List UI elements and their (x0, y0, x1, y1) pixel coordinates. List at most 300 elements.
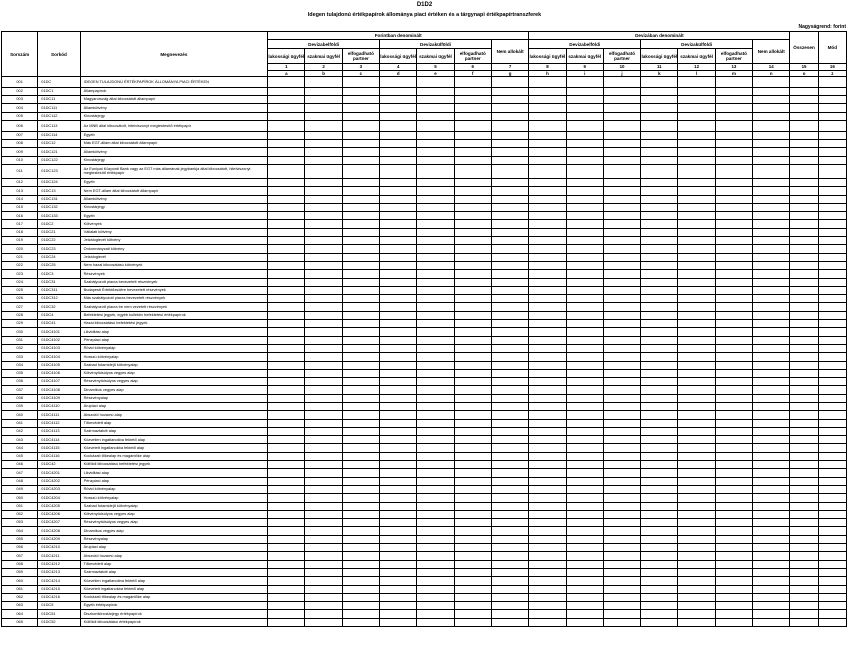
value-cell[interactable] (715, 560, 752, 568)
value-cell[interactable] (491, 502, 528, 510)
value-cell[interactable] (603, 303, 640, 311)
value-cell[interactable] (529, 411, 566, 419)
value-cell[interactable] (529, 510, 566, 518)
value-cell[interactable] (641, 203, 678, 211)
value-cell[interactable] (268, 411, 305, 419)
value-cell[interactable] (454, 278, 491, 286)
value-cell[interactable] (417, 120, 454, 131)
value-cell[interactable] (417, 344, 454, 352)
value-cell[interactable] (268, 303, 305, 311)
value-cell[interactable] (678, 261, 715, 269)
value-cell[interactable] (529, 436, 566, 444)
value-cell[interactable] (566, 378, 603, 386)
value-cell[interactable] (790, 585, 818, 593)
value-cell[interactable] (380, 378, 417, 386)
value-cell[interactable] (753, 585, 790, 593)
value-cell[interactable] (417, 452, 454, 460)
value-cell[interactable] (342, 419, 379, 427)
value-cell[interactable] (566, 178, 603, 186)
value-cell[interactable] (566, 320, 603, 328)
value-cell[interactable] (790, 164, 818, 178)
value-cell[interactable] (678, 585, 715, 593)
value-cell[interactable] (268, 577, 305, 585)
value-cell[interactable] (305, 96, 342, 104)
value-cell[interactable] (603, 120, 640, 131)
value-cell[interactable] (491, 148, 528, 156)
value-cell[interactable] (641, 602, 678, 610)
value-cell[interactable] (305, 228, 342, 236)
value-cell[interactable] (818, 411, 846, 419)
value-cell[interactable] (454, 502, 491, 510)
value-cell[interactable] (678, 104, 715, 112)
value-cell[interactable] (342, 245, 379, 253)
value-cell[interactable] (268, 544, 305, 552)
value-cell[interactable] (268, 344, 305, 352)
value-cell[interactable] (417, 187, 454, 195)
value-cell[interactable] (417, 295, 454, 303)
value-cell[interactable] (380, 178, 417, 186)
value-cell[interactable] (790, 353, 818, 361)
value-cell[interactable] (380, 477, 417, 485)
value-cell[interactable] (715, 361, 752, 369)
value-cell[interactable] (342, 527, 379, 535)
value-cell[interactable] (305, 386, 342, 394)
value-cell[interactable] (790, 419, 818, 427)
value-cell[interactable] (818, 195, 846, 203)
value-cell[interactable] (603, 444, 640, 452)
value-cell[interactable] (305, 568, 342, 576)
value-cell[interactable] (818, 485, 846, 493)
value-cell[interactable] (529, 178, 566, 186)
value-cell[interactable] (529, 104, 566, 112)
value-cell[interactable] (818, 131, 846, 139)
value-cell[interactable] (380, 519, 417, 527)
value-cell[interactable] (529, 593, 566, 601)
value-cell[interactable] (305, 261, 342, 269)
value-cell[interactable] (342, 320, 379, 328)
value-cell[interactable] (529, 140, 566, 148)
value-cell[interactable] (818, 361, 846, 369)
value-cell[interactable] (641, 610, 678, 618)
value-cell[interactable] (566, 361, 603, 369)
value-cell[interactable] (454, 104, 491, 112)
value-cell[interactable] (641, 104, 678, 112)
value-cell[interactable] (641, 469, 678, 477)
value-cell[interactable] (790, 444, 818, 452)
value-cell[interactable] (491, 452, 528, 460)
value-cell[interactable] (417, 278, 454, 286)
value-cell[interactable] (818, 519, 846, 527)
value-cell[interactable] (678, 164, 715, 178)
value-cell[interactable] (678, 610, 715, 618)
value-cell[interactable] (818, 148, 846, 156)
value-cell[interactable] (342, 552, 379, 560)
value-cell[interactable] (454, 527, 491, 535)
value-cell[interactable] (380, 220, 417, 228)
value-cell[interactable] (305, 344, 342, 352)
value-cell[interactable] (491, 577, 528, 585)
value-cell[interactable] (641, 295, 678, 303)
value-cell[interactable] (529, 237, 566, 245)
value-cell[interactable] (641, 361, 678, 369)
value-cell[interactable] (268, 552, 305, 560)
value-cell[interactable] (342, 253, 379, 261)
value-cell[interactable] (380, 270, 417, 278)
value-cell[interactable] (529, 427, 566, 435)
value-cell[interactable] (818, 577, 846, 585)
value-cell[interactable] (268, 361, 305, 369)
value-cell[interactable] (417, 461, 454, 469)
value-cell[interactable] (678, 461, 715, 469)
value-cell[interactable] (491, 610, 528, 618)
value-cell[interactable] (678, 203, 715, 211)
value-cell[interactable] (790, 220, 818, 228)
value-cell[interactable] (380, 535, 417, 543)
value-cell[interactable] (818, 527, 846, 535)
value-cell[interactable] (790, 253, 818, 261)
value-cell[interactable] (268, 527, 305, 535)
value-cell[interactable] (753, 394, 790, 402)
value-cell[interactable] (417, 148, 454, 156)
value-cell[interactable] (715, 87, 752, 95)
value-cell[interactable] (529, 502, 566, 510)
value-cell[interactable] (417, 156, 454, 164)
value-cell[interactable] (305, 112, 342, 120)
value-cell[interactable] (491, 195, 528, 203)
value-cell[interactable] (268, 461, 305, 469)
value-cell[interactable] (342, 560, 379, 568)
value-cell[interactable] (753, 618, 790, 626)
value-cell[interactable] (790, 519, 818, 527)
value-cell[interactable] (491, 427, 528, 435)
value-cell[interactable] (305, 577, 342, 585)
value-cell[interactable] (818, 286, 846, 294)
value-cell[interactable] (715, 311, 752, 319)
value-cell[interactable] (790, 77, 818, 88)
value-cell[interactable] (454, 427, 491, 435)
value-cell[interactable] (818, 245, 846, 253)
value-cell[interactable] (678, 148, 715, 156)
value-cell[interactable] (417, 212, 454, 220)
value-cell[interactable] (305, 618, 342, 626)
value-cell[interactable] (529, 568, 566, 576)
value-cell[interactable] (790, 278, 818, 286)
value-cell[interactable] (641, 436, 678, 444)
value-cell[interactable] (268, 602, 305, 610)
value-cell[interactable] (715, 461, 752, 469)
value-cell[interactable] (342, 96, 379, 104)
value-cell[interactable] (417, 203, 454, 211)
value-cell[interactable] (641, 519, 678, 527)
value-cell[interactable] (818, 469, 846, 477)
value-cell[interactable] (417, 510, 454, 518)
value-cell[interactable] (603, 485, 640, 493)
value-cell[interactable] (342, 148, 379, 156)
value-cell[interactable] (641, 568, 678, 576)
value-cell[interactable] (603, 112, 640, 120)
value-cell[interactable] (678, 602, 715, 610)
value-cell[interactable] (790, 195, 818, 203)
value-cell[interactable] (678, 527, 715, 535)
value-cell[interactable] (417, 131, 454, 139)
value-cell[interactable] (417, 195, 454, 203)
value-cell[interactable] (818, 253, 846, 261)
value-cell[interactable] (305, 494, 342, 502)
value-cell[interactable] (268, 261, 305, 269)
value-cell[interactable] (491, 164, 528, 178)
value-cell[interactable] (529, 112, 566, 120)
value-cell[interactable] (678, 120, 715, 131)
value-cell[interactable] (268, 452, 305, 460)
value-cell[interactable] (529, 544, 566, 552)
value-cell[interactable] (603, 568, 640, 576)
value-cell[interactable] (678, 320, 715, 328)
value-cell[interactable] (603, 610, 640, 618)
value-cell[interactable] (818, 328, 846, 336)
value-cell[interactable] (566, 386, 603, 394)
value-cell[interactable] (417, 585, 454, 593)
value-cell[interactable] (715, 278, 752, 286)
value-cell[interactable] (641, 270, 678, 278)
value-cell[interactable] (342, 77, 379, 88)
value-cell[interactable] (715, 104, 752, 112)
value-cell[interactable] (342, 485, 379, 493)
value-cell[interactable] (715, 378, 752, 386)
value-cell[interactable] (790, 131, 818, 139)
value-cell[interactable] (529, 461, 566, 469)
value-cell[interactable] (491, 87, 528, 95)
value-cell[interactable] (566, 87, 603, 95)
value-cell[interactable] (417, 602, 454, 610)
value-cell[interactable] (417, 378, 454, 386)
value-cell[interactable] (342, 469, 379, 477)
value-cell[interactable] (268, 270, 305, 278)
value-cell[interactable] (268, 104, 305, 112)
value-cell[interactable] (268, 469, 305, 477)
value-cell[interactable] (715, 148, 752, 156)
value-cell[interactable] (268, 87, 305, 95)
value-cell[interactable] (566, 394, 603, 402)
value-cell[interactable] (818, 560, 846, 568)
value-cell[interactable] (417, 593, 454, 601)
value-cell[interactable] (529, 386, 566, 394)
value-cell[interactable] (753, 411, 790, 419)
value-cell[interactable] (603, 427, 640, 435)
value-cell[interactable] (818, 452, 846, 460)
value-cell[interactable] (268, 178, 305, 186)
value-cell[interactable] (417, 577, 454, 585)
value-cell[interactable] (268, 140, 305, 148)
value-cell[interactable] (790, 427, 818, 435)
value-cell[interactable] (342, 131, 379, 139)
value-cell[interactable] (566, 477, 603, 485)
value-cell[interactable] (753, 311, 790, 319)
value-cell[interactable] (818, 220, 846, 228)
value-cell[interactable] (268, 485, 305, 493)
value-cell[interactable] (491, 394, 528, 402)
value-cell[interactable] (305, 220, 342, 228)
value-cell[interactable] (380, 156, 417, 164)
value-cell[interactable] (342, 452, 379, 460)
value-cell[interactable] (454, 552, 491, 560)
value-cell[interactable] (818, 228, 846, 236)
value-cell[interactable] (454, 544, 491, 552)
value-cell[interactable] (417, 261, 454, 269)
value-cell[interactable] (641, 120, 678, 131)
value-cell[interactable] (753, 96, 790, 104)
value-cell[interactable] (454, 452, 491, 460)
value-cell[interactable] (715, 220, 752, 228)
value-cell[interactable] (715, 618, 752, 626)
value-cell[interactable] (454, 261, 491, 269)
value-cell[interactable] (753, 386, 790, 394)
value-cell[interactable] (566, 77, 603, 88)
value-cell[interactable] (818, 212, 846, 220)
value-cell[interactable] (491, 220, 528, 228)
value-cell[interactable] (603, 560, 640, 568)
value-cell[interactable] (566, 164, 603, 178)
value-cell[interactable] (818, 585, 846, 593)
value-cell[interactable] (753, 336, 790, 344)
value-cell[interactable] (342, 278, 379, 286)
value-cell[interactable] (715, 411, 752, 419)
value-cell[interactable] (268, 245, 305, 253)
value-cell[interactable] (342, 336, 379, 344)
value-cell[interactable] (529, 378, 566, 386)
value-cell[interactable] (641, 593, 678, 601)
value-cell[interactable] (818, 510, 846, 518)
value-cell[interactable] (641, 344, 678, 352)
value-cell[interactable] (529, 156, 566, 164)
value-cell[interactable] (380, 228, 417, 236)
value-cell[interactable] (753, 104, 790, 112)
value-cell[interactable] (790, 602, 818, 610)
value-cell[interactable] (529, 494, 566, 502)
value-cell[interactable] (342, 477, 379, 485)
value-cell[interactable] (715, 328, 752, 336)
value-cell[interactable] (641, 560, 678, 568)
value-cell[interactable] (790, 386, 818, 394)
value-cell[interactable] (529, 245, 566, 253)
value-cell[interactable] (678, 411, 715, 419)
value-cell[interactable] (417, 104, 454, 112)
value-cell[interactable] (305, 593, 342, 601)
value-cell[interactable] (417, 140, 454, 148)
value-cell[interactable] (268, 220, 305, 228)
value-cell[interactable] (305, 461, 342, 469)
value-cell[interactable] (715, 195, 752, 203)
value-cell[interactable] (380, 461, 417, 469)
value-cell[interactable] (268, 510, 305, 518)
value-cell[interactable] (790, 96, 818, 104)
value-cell[interactable] (641, 328, 678, 336)
value-cell[interactable] (454, 220, 491, 228)
value-cell[interactable] (342, 510, 379, 518)
value-cell[interactable] (491, 96, 528, 104)
value-cell[interactable] (678, 220, 715, 228)
value-cell[interactable] (641, 237, 678, 245)
value-cell[interactable] (529, 610, 566, 618)
value-cell[interactable] (305, 444, 342, 452)
value-cell[interactable] (305, 560, 342, 568)
value-cell[interactable] (603, 519, 640, 527)
value-cell[interactable] (342, 286, 379, 294)
value-cell[interactable] (566, 187, 603, 195)
value-cell[interactable] (641, 510, 678, 518)
value-cell[interactable] (342, 519, 379, 527)
value-cell[interactable] (380, 502, 417, 510)
value-cell[interactable] (491, 131, 528, 139)
value-cell[interactable] (305, 203, 342, 211)
value-cell[interactable] (417, 427, 454, 435)
value-cell[interactable] (753, 527, 790, 535)
value-cell[interactable] (529, 552, 566, 560)
value-cell[interactable] (715, 552, 752, 560)
value-cell[interactable] (305, 419, 342, 427)
value-cell[interactable] (491, 369, 528, 377)
value-cell[interactable] (268, 295, 305, 303)
value-cell[interactable] (641, 320, 678, 328)
value-cell[interactable] (715, 228, 752, 236)
value-cell[interactable] (342, 610, 379, 618)
value-cell[interactable] (380, 369, 417, 377)
value-cell[interactable] (566, 436, 603, 444)
value-cell[interactable] (268, 278, 305, 286)
value-cell[interactable] (454, 96, 491, 104)
value-cell[interactable] (491, 228, 528, 236)
value-cell[interactable] (566, 402, 603, 410)
value-cell[interactable] (678, 156, 715, 164)
value-cell[interactable] (305, 411, 342, 419)
value-cell[interactable] (678, 485, 715, 493)
value-cell[interactable] (268, 593, 305, 601)
value-cell[interactable] (268, 386, 305, 394)
value-cell[interactable] (268, 112, 305, 120)
value-cell[interactable] (753, 328, 790, 336)
value-cell[interactable] (818, 394, 846, 402)
value-cell[interactable] (753, 77, 790, 88)
value-cell[interactable] (753, 560, 790, 568)
value-cell[interactable] (641, 140, 678, 148)
value-cell[interactable] (305, 527, 342, 535)
value-cell[interactable] (753, 120, 790, 131)
value-cell[interactable] (790, 344, 818, 352)
value-cell[interactable] (753, 568, 790, 576)
value-cell[interactable] (818, 386, 846, 394)
value-cell[interactable] (380, 131, 417, 139)
value-cell[interactable] (342, 427, 379, 435)
value-cell[interactable] (566, 303, 603, 311)
value-cell[interactable] (380, 552, 417, 560)
value-cell[interactable] (342, 237, 379, 245)
value-cell[interactable] (268, 610, 305, 618)
value-cell[interactable] (491, 253, 528, 261)
value-cell[interactable] (268, 502, 305, 510)
value-cell[interactable] (305, 270, 342, 278)
value-cell[interactable] (753, 436, 790, 444)
value-cell[interactable] (454, 237, 491, 245)
value-cell[interactable] (678, 77, 715, 88)
value-cell[interactable] (603, 577, 640, 585)
value-cell[interactable] (529, 303, 566, 311)
value-cell[interactable] (678, 361, 715, 369)
value-cell[interactable] (603, 140, 640, 148)
value-cell[interactable] (417, 303, 454, 311)
value-cell[interactable] (603, 237, 640, 245)
value-cell[interactable] (491, 178, 528, 186)
value-cell[interactable] (380, 411, 417, 419)
value-cell[interactable] (603, 96, 640, 104)
